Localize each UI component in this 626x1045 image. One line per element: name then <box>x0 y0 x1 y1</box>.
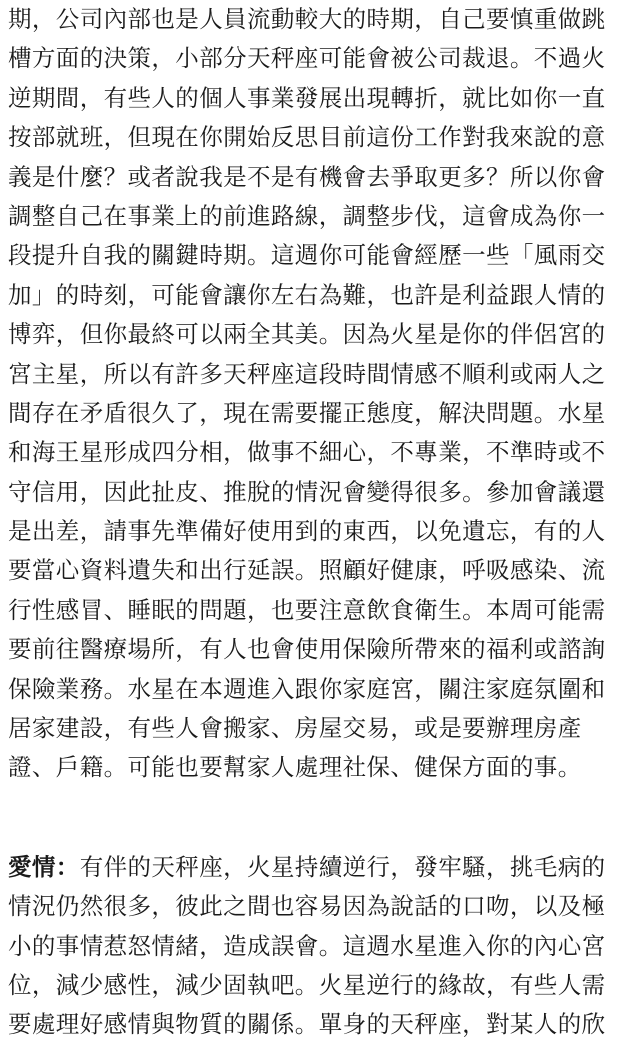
text-line: 間存在矛盾很久了，現在需要擺正態度，解決問題。水星 <box>8 398 606 427</box>
text-line: 和海王星形成四分相，做事不細心，不專業，不準時或不 <box>8 438 606 467</box>
text-line: 是出差，請事先準備好使用到的東西，以免遺忘，有的人 <box>8 517 606 546</box>
text-line: 要前往醫療場所，有人也會使用保險所帶來的福利或諮詢 <box>8 635 606 664</box>
text-line: 調整自己在事業上的前進路線，調整步伐，這會成為你一 <box>8 201 606 230</box>
text-line: 義是什麼？或者說我是不是有機會去爭取更多？所以你會 <box>8 162 606 191</box>
text-line: 位，減少感性，減少固執吧。火星逆行的緣故，有些人需 <box>8 970 606 999</box>
text-line: 加」的時刻，可能會讓你左右為難，也許是利益跟人情的 <box>8 280 606 309</box>
text-line: 小的事情惹怒情緒，造成誤會。這週水星進入你的內心宮 <box>8 931 606 960</box>
love-first-line-text: 有伴的天秤座，火星持續逆行，發牢騷，挑毛病的 <box>79 852 606 881</box>
love-paragraph <box>0 848 626 1045</box>
text-line: 要當心資料遺失和出行延誤。照顧好健康，呼吸感染、流 <box>8 556 606 585</box>
text-line: 博弈，但你最終可以兩全其美。因為火星是你的伴侶宮的 <box>8 320 606 349</box>
text-line: 段提升自我的關鍵時期。這週你可能會經歷一些「風雨交 <box>8 241 606 270</box>
text-line: 要處理好感情與物質的關係。單身的天秤座，對某人的欣 <box>8 1010 606 1039</box>
text-line: 宮主星，所以有許多天秤座這段時間情感不順利或兩人之 <box>8 359 606 388</box>
text-line: 按部就班，但現在你開始反思目前這份工作對我來說的意 <box>8 123 606 152</box>
love-section-label: 愛情： <box>8 852 80 881</box>
text-line: 居家建設，有些人會搬家、房屋交易，或是要辦理房產 <box>8 714 582 743</box>
text-line: 保險業務。水星在本週進入跟你家庭宮，關注家庭氛圍和 <box>8 674 606 703</box>
text-line <box>0 848 626 887</box>
text-line: 情況仍然很多，彼此之間也容易因為說話的口吻，以及極 <box>8 892 606 921</box>
text-line: 期，公司內部也是人員流動較大的時期，自己要慎重做跳 <box>8 5 606 33</box>
text-line: 逆期間，有些人的個人事業發展出現轉折，就比如你一直 <box>8 83 606 112</box>
text-line: 行性感冒、睡眠的問題，也要注意飲食衛生。本周可能需 <box>8 595 606 624</box>
text-line: 槽方面的決策，小部分天秤座可能會被公司裁退。不過火 <box>8 44 606 73</box>
paragraph-spacer <box>0 788 626 848</box>
text-line: 證、戶籍。可能也要幫家人處理社保、健保方面的事。 <box>8 753 582 782</box>
text-line: 守信用，因此扯皮、推脫的情況會變得很多。參加會議還 <box>8 477 606 506</box>
